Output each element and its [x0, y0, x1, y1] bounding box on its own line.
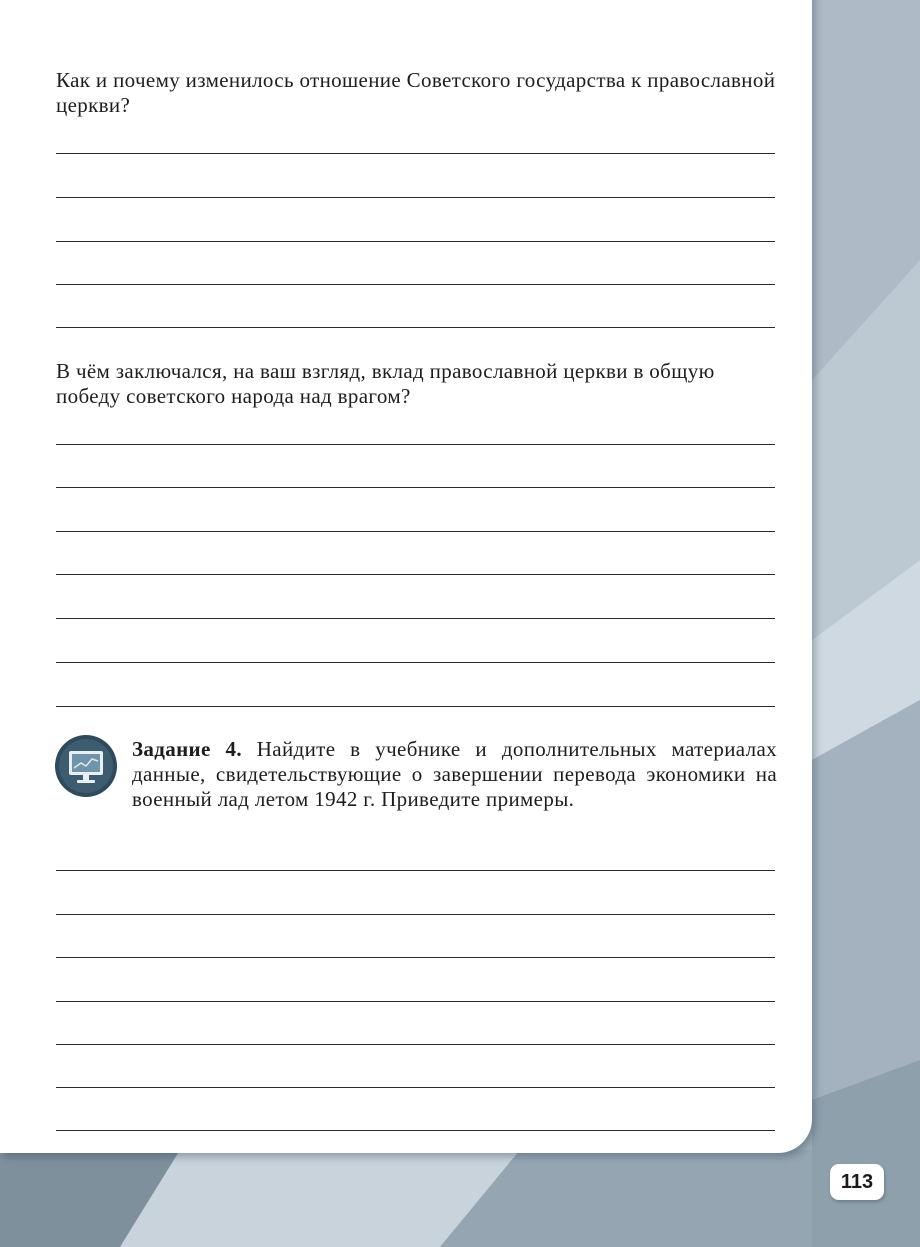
computer-monitor-icon	[54, 734, 118, 798]
answer-line[interactable]	[56, 327, 775, 328]
answer-line[interactable]	[56, 706, 775, 707]
task-4-text	[132, 737, 777, 812]
answer-line[interactable]	[56, 1044, 775, 1045]
answer-line[interactable]	[56, 487, 775, 488]
answer-line[interactable]	[56, 531, 775, 532]
answer-line[interactable]	[56, 197, 775, 198]
answer-line[interactable]	[56, 618, 775, 619]
answer-line[interactable]	[56, 284, 775, 285]
answer-line[interactable]	[56, 662, 775, 663]
answer-line[interactable]	[56, 444, 775, 445]
question-2-text: В чём заключался, на ваш взгляд, вклад православной церкви в общую победу советского народа над врагом?	[56, 359, 715, 408]
answer-line[interactable]	[56, 153, 775, 154]
answer-line[interactable]	[56, 957, 775, 958]
page-number: 113	[830, 1164, 884, 1200]
task-body: Найдите в учебнике и дополнительных материалах данные, свидетельствующие о завершении перевода экономики на военный лад летом 1942 г. Приведите примеры.	[132, 737, 778, 811]
answer-line[interactable]	[56, 241, 775, 242]
answer-line[interactable]	[56, 870, 775, 871]
answer-line[interactable]	[56, 574, 775, 575]
question-1-text: Как и почему изменилось отношение Советского государства к православной церкви?	[56, 68, 776, 117]
answer-line[interactable]	[56, 1001, 775, 1002]
answer-line[interactable]	[56, 1087, 775, 1088]
task-label: Задание 4.	[132, 737, 242, 761]
answer-line[interactable]	[56, 914, 775, 915]
answer-line[interactable]	[56, 1130, 775, 1131]
